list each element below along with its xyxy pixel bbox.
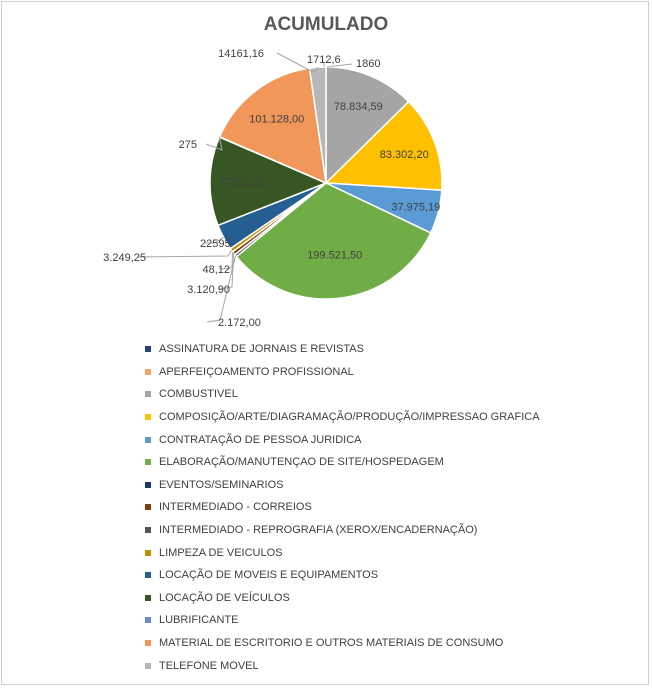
legend-label: LIMPEZA DE VEICULOS [159, 546, 283, 559]
data-label-6: 2.172,00 [218, 317, 261, 329]
chart-title: ACUMULADO [263, 14, 389, 35]
legend-item [145, 541, 540, 564]
data-label-8: 48,12 [202, 264, 230, 276]
data-label-14: 14161,16 [218, 48, 264, 60]
legend-item [145, 632, 540, 655]
legend-label: LOCAÇÃO DE VEÍCULOS [159, 591, 290, 604]
legend-swatch [145, 391, 151, 397]
data-label-10: 22595 [200, 238, 231, 250]
legend-item [145, 474, 540, 497]
legend-label: ASSINATURA DE JORNAIS E REVISTAS [159, 343, 364, 356]
legend-item [145, 587, 540, 610]
legend-item [145, 609, 540, 632]
legend-label: INTERMEDIADO - CORREIOS [159, 501, 312, 514]
legend-label: COMPOSIÇÃO/ARTE/DIAGRAMAÇÃO/PRODUÇÃO/IMPRESSAO GRAFICA [159, 411, 540, 424]
data-label-2: 78.834,59 [333, 100, 383, 113]
legend-item [145, 428, 540, 451]
data-label-extra-1: 1860 [356, 58, 381, 70]
data-label-4: 37.975,19 [391, 201, 441, 214]
legend-swatch [145, 550, 151, 556]
leader-line-9 [137, 250, 231, 257]
legend-item [145, 406, 540, 429]
legend-item [145, 383, 540, 406]
legend-label: TELEFONE MOVEL [159, 659, 259, 672]
legend-item [145, 361, 540, 384]
legend-swatch [145, 369, 151, 375]
legend-swatch [145, 595, 151, 601]
legend-swatch [145, 640, 151, 646]
legend-item [145, 496, 540, 519]
legend-swatch [145, 346, 151, 352]
data-label-9: 3.249,25 [103, 252, 146, 264]
legend-label: APERFEIÇOAMENTO PROFISSIONAL [159, 365, 354, 378]
legend-label: LUBRIFICANTE [159, 614, 239, 627]
legend-label: ELABORAÇÃO/MANUTENÇAO DE SITE/HOSPEDAGEM [159, 456, 444, 469]
data-label-3: 83.302,20 [379, 148, 429, 161]
legend-item [145, 338, 540, 361]
legend-label: CONTRATAÇÃO DE PESSOA JURIDICA [159, 433, 362, 446]
legend-swatch [145, 482, 151, 488]
legend-label: INTERMEDIADO - REPROGRAFIA (XEROX/ENCADERNAÇÃO) [159, 524, 478, 537]
legend-label: LOCAÇÃO DE MOVEIS E EQUIPAMENTOS [159, 569, 379, 582]
chart-legend [145, 338, 540, 677]
legend-swatch [145, 572, 151, 578]
legend-swatch [145, 414, 151, 420]
legend-swatch [145, 617, 151, 623]
legend-swatch [145, 437, 151, 443]
legend-swatch [145, 663, 151, 669]
legend-label: MATERIAL DE ESCRITORIO E OUTROS MATERIAIS DE CONSUMO [159, 637, 504, 650]
data-label-12: 275 [178, 139, 197, 151]
data-label-13: 101.128,00 [249, 113, 305, 126]
data-label-5: 199.521,50 [307, 249, 363, 262]
legend-swatch [145, 459, 151, 465]
legend-swatch [145, 527, 151, 533]
legend-item [145, 519, 540, 542]
data-label-11: 77501,31 [219, 176, 266, 189]
legend-label: COMBUSTIVEL [159, 388, 238, 401]
legend-label: EVENTOS/SEMINARIOS [159, 478, 284, 491]
legend-item [145, 451, 540, 474]
legend-item [145, 654, 540, 677]
data-label-7: 3.120,90 [187, 284, 230, 296]
data-label-extra-0: 1712,6 [307, 54, 341, 66]
legend-swatch [145, 504, 151, 510]
legend-item [145, 564, 540, 587]
